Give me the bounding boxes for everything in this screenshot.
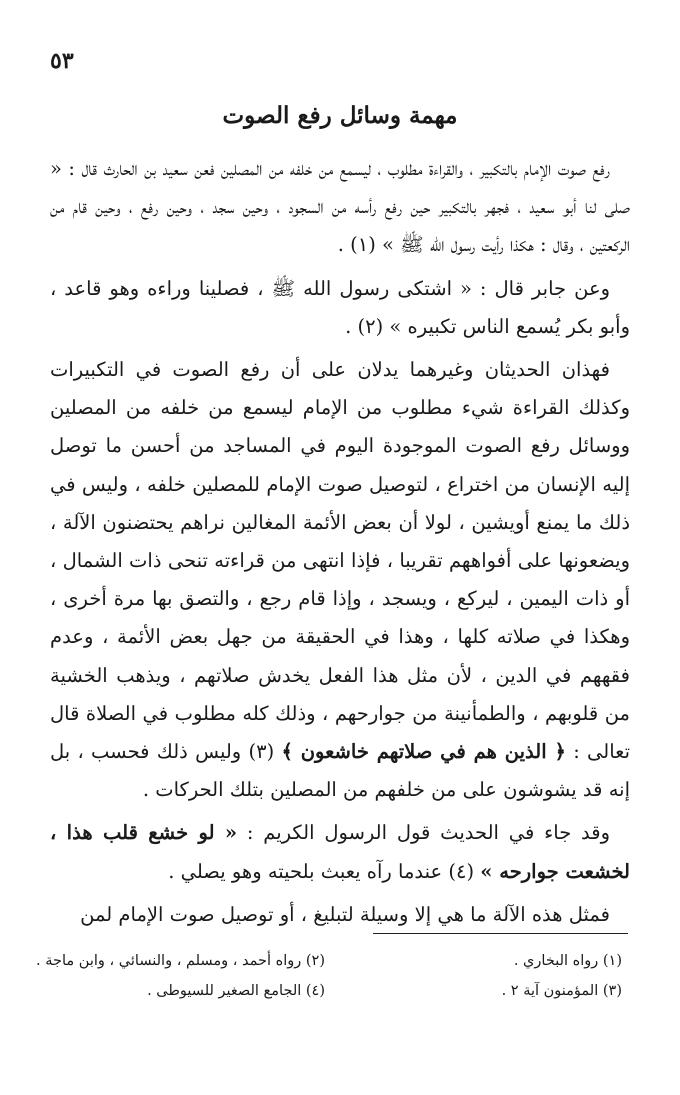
paragraph-3 — [50, 351, 630, 809]
paragraph-1: رفع صوت الإمام بالتكبير ، والقراءة مطلوب ، ليسمع من خلفه من المصلين فعن سعيد بن الحارث قال : « صلى لنا أبو سعيد ، فجهر بالتكبير حين رفع رأسه من السجود ، وحين سجد ، وحين رفع ، وحين قام من الركعتين ، وقال : هكذا رأيت رسول الله ﷺ » (١) . — [50, 157, 630, 257]
footnotes — [28, 946, 622, 1006]
footnote-3: (٣) المؤمنون آية ٢ . — [501, 983, 622, 999]
section-title: مهمة وسائل رفع الصوت — [222, 102, 458, 129]
paragraph-5: فمثل هذه الآلة ما هي إلا وسيلة لتبليغ ، أو توصيل صوت الإمام لمن — [80, 902, 610, 926]
footnote-row — [28, 976, 622, 1006]
paragraph-4-text-a: وقد جاء في الحديث قول الرسول الكريم : — [246, 821, 611, 845]
footnote-1: (١) رواه البخاري . — [513, 953, 622, 969]
paragraph-2: وعن جابر قال : « اشتكى رسول الله ﷺ ، فصلينا وراءه وهو قاعد ، وأبو بكر يُسمع الناس تكبيره » (٢) . — [50, 276, 630, 338]
paragraph-4 — [50, 814, 630, 890]
body-text — [50, 150, 630, 939]
hadith-quote: « لو خشع قلب هذا ، لخشعت جوارحه » — [50, 821, 630, 883]
quran-quote: ﴿ الذين هم في صلاتهم خاشعون ﴾ — [281, 740, 566, 764]
page-number: ٥٣ — [50, 48, 74, 74]
footnote-row — [28, 946, 622, 976]
footnote-2: (٢) رواه أحمد ، ومسلم ، والنسائي ، وابن ماجة . — [36, 953, 325, 969]
paragraph-3-text-a: فهذان الحديثان وغيرهما يدلان على أن رفع الصوت في التكبيرات وكذلك القراءة شيء مطلوب من الإمام ليسمع من خلفه من المصلين ووسائل رفع الصوت الموجودة اليوم في المساجد من أحسن ما توصل إليه الإنسان من اختراع ، لتوصيل صوت الإمام للمصلين خلفه ، وليس في ذلك ما يمنع أويشين ، لولا أن بعض الأئمة المغالين نراهم يحتضنون الآلة ، ويضعونها على أفواههم تقريبا ، فإذا انتهى من قراءته تنحى ذات الشمال ، أو ذات اليمين ، ليركع ، ويسجد ، وإذا قام رجع ، والتصق بها مرة أخرى ، وهكذا في صلاته كلها ، وهذا في الحقيقة من جهل بعض الأئمة ، وعدم فقههم في الدين ، لأن مثل هذا الفعل يخدش صلاتهم ، ويذهب الخشية من قلوبهم ، والطمأنينة من جوارحهم ، وذلك كله مطلوب في الصلاة قال تعالى : — [50, 358, 630, 764]
footnote-divider — [373, 933, 628, 934]
paragraph-3-text-b: (٣) وليس ذلك فحسب ، بل إنه قد يشوشون على من خلفهم من المصلين بتلك الحركات . — [50, 740, 630, 802]
paragraph-4-text-b: (٤) عندما رآه يعبث بلحيته وهو يصلي . — [168, 859, 475, 883]
footnote-4: (٤) الجامع الصغير للسيوطى . — [147, 983, 325, 999]
